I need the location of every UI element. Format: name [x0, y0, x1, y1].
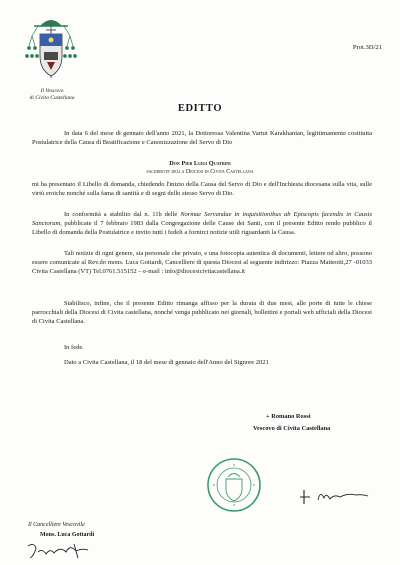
chancellor-signature-icon: [26, 540, 92, 560]
bishop-title: Vescovo di Civita Castellana: [253, 425, 331, 432]
paragraph-3-intro: In conformità a stabilito dal n. 11b delle: [64, 211, 181, 218]
paragraph-4: Tali notizie di ogni genere, sia personale che privato, e una fotocopia autentica di documenti, lettere od altro, possono essere comunicate al Rev.do mons. Luca Gottardi, Cancelliere di questa Diocesi al seguente indirizzo: Piazza Matteotti,27 -01033 Civita Castellana (VT) Tel.0761.515152 – e-mail : info@diocesicivitacastellana.it: [32, 250, 372, 276]
paragraph-3: [32, 210, 372, 237]
chancellor-name: Mons. Luca Gottardi: [40, 532, 95, 538]
paragraph-1: In data 6 del mese di gennaio dell'anno 2021, la Dottoressa Valentina Vartui Karakhanian, legittimamente costituita Postulatrice della Causa di Beatificazione e Canonizzazione del Servo di Dio: [32, 130, 372, 147]
bishop-heading: [20, 88, 84, 102]
protocol-number: Prot.3D/21: [352, 44, 382, 51]
paragraph-5: Stabilisco, infine, che il presente Editto rimanga affisso per la durata di due mesi, alle porte di tutte le chiese parrocchiali della Diocesi di Civita castellana, nonché venga pubblicato nei giornali, bollettini e portali web ufficiali della Diocesi di Civita Castellana.: [32, 300, 372, 326]
subject-role: sacerdote della Diocesi di Civita Castellana: [146, 169, 254, 175]
chancellor-role: Il Cancelliere Vescovile: [28, 522, 85, 528]
document-title: EDITTO: [177, 103, 223, 114]
paragraph-2: mi ha presentato il Libello di domanda, chiedendo l'inizio della Causa del Servo di Dio e dell'Inchiesta diocesana sulla vita, sulle virtù eroiche nonché sulla fama di santità e di segni dello stesso Servo di Dio.: [32, 181, 372, 198]
bishop-name: + Romano Rossi: [266, 413, 311, 420]
bishop-line-2: di Civita Castellana: [29, 95, 75, 101]
closing-line: In fede.: [64, 344, 84, 351]
diocesan-seal-stamp-icon: [206, 457, 262, 513]
bishop-signature-icon: [300, 484, 370, 506]
normae-title: Normae Servandae in inquisitionibus ab Episcopis facendis in Causis Sanctorum,: [32, 211, 372, 228]
paragraph-3-rest: pubblicate il 7 febbraio 1983 dalla Congregazione delle Cause dei Santi, con il presente Editto rendo pubblico il Libello di domanda della Postulatrice e invito tutti i fedeli a fornirci notizie utili riguardanti la Causa.: [32, 220, 372, 237]
bishop-line-1: Il Vescovo: [40, 88, 64, 94]
subject-name: Don Pier Luigi Quatrini: [169, 160, 231, 167]
date-line: Dato a Civita Castellana, il 18 del mese di gennaio dell'Anno del Signore 2021: [64, 359, 269, 366]
coat-of-arms-icon: [24, 12, 78, 84]
